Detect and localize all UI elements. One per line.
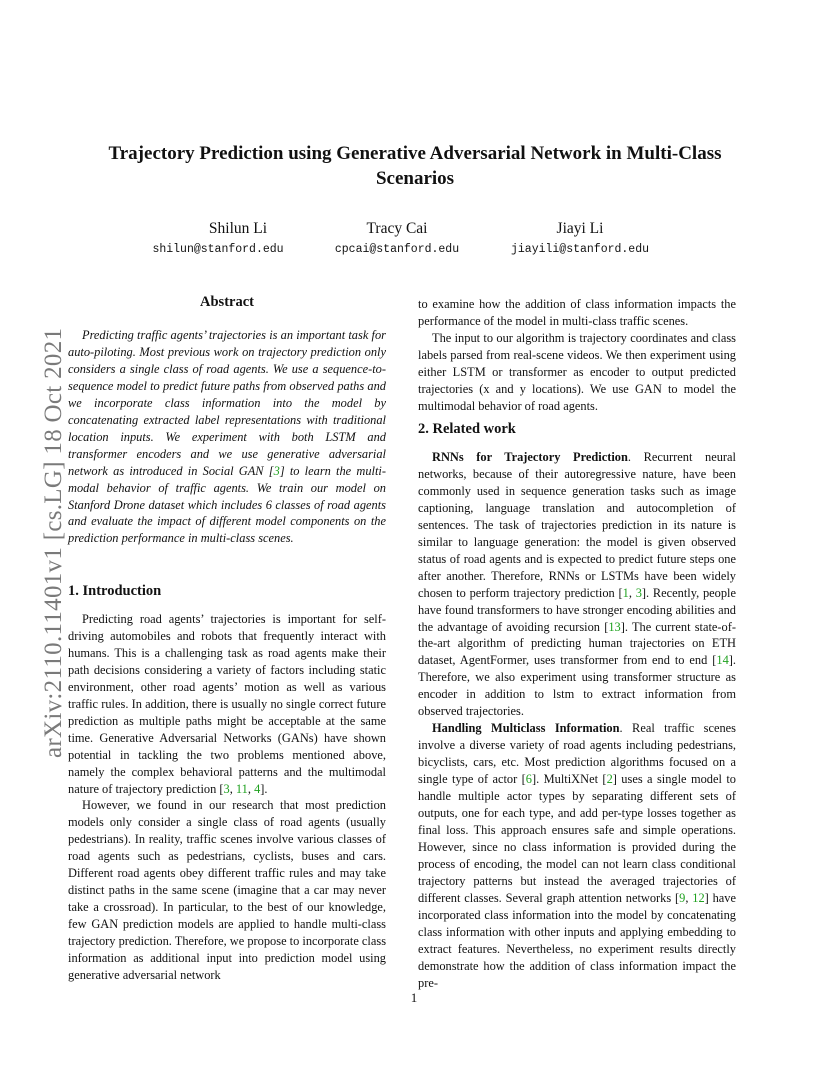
paragraph: to examine how the addition of class information impacts the performance of the model in multi-class traffic scenes. xyxy=(418,297,736,328)
related-work-heading: 2. Related work xyxy=(418,421,516,437)
introduction-heading: 1. Introduction xyxy=(68,583,162,599)
title-line-2: Scenarios xyxy=(375,168,455,189)
author-email: jiayili@stanford.edu xyxy=(510,243,650,256)
paragraph-run-in-heading: RNNs for Trajectory Prediction xyxy=(432,450,628,464)
paragraph: Handling Multiclass Information. Real traffic scenes involve a diverse variety of road agents including pedestrians, bicyclists, cars, etc. Most prediction algorithms focused on a single type of actor [6]. MultiXNet [2] uses a single model to handle multiple actor types by separating different sets of outputs, one for each type, and add per-type losses together as final loss. This approach ensures safe and simple operations. However, since no class information is provided during the process of encoding, the model can not learn class conditional trajectory patterns but instead the averaged trajectories of different classes. Several graph attention networks [9, 12] have incorporated class information into the model by concatenating class information with other inputs and applying embedding to extract features. Nevertheless, no experiment results directly demonstrate how the addition of class information impact the pre- xyxy=(418,721,736,990)
citation-link[interactable]: 13 xyxy=(608,619,621,634)
citation-link[interactable]: 14 xyxy=(716,653,729,668)
title-line-1: Trajectory Prediction using Generative Adversarial Network in Multi-Class xyxy=(108,143,722,164)
author-name: Shilun Li xyxy=(208,220,268,237)
related-work-body xyxy=(418,449,736,992)
arxiv-identifier: arXiv:2110.11401v1 [cs.LG] 18 Oct 2021 xyxy=(40,327,67,758)
author-email: cpcai@stanford.edu xyxy=(334,243,460,256)
citation-link[interactable]: 2 xyxy=(606,772,613,787)
paragraph-run-in-heading: Handling Multiclass Information xyxy=(432,721,620,736)
paragraph: However, we found in our research that most prediction models only consider a single class of road agents (usually pedestrians). In reality, traffic scenes involve various classes of road agents such as pedestrians, cyclists, buses and cars. Different road agents obey different traffic rules and may take distinct paths in the same scene (imagine that a car may never take a crossroad). In particular, to the best of our knowledge, few GAN prediction models are applied to handle multi-class trajectory prediction. Therefore, we propose to incorporate class information as additional input into prediction model using generative adversarial network xyxy=(68,798,387,983)
citation-link[interactable]: 3 xyxy=(273,463,280,478)
citation-link[interactable]: 6 xyxy=(525,772,532,787)
citation-link[interactable]: 3 xyxy=(223,781,230,796)
page-number: 1 xyxy=(410,990,418,1005)
paper-title xyxy=(70,141,760,191)
author-email: shilun@stanford.edu xyxy=(152,243,284,256)
author-name: Tracy Cai xyxy=(366,220,428,237)
paragraph: Predicting road agents’ trajectories is important for self-driving automobiles and robots that frequently interact with humans. This is a challenging task as road agents make their path decisions considering a variety of factors including static environment, other road agents’ motion as well as various traffic rules. In addition, there is usually no single correct future prediction as multiple paths might be acceptable at the same time. Generative Adversarial Networks (GANs) have shown potential in tackling the two problems mentioned above, namely the complex behavioral patterns and the multimodal nature of trajectory prediction [3, 11, 4]. xyxy=(68,612,386,796)
citation-link[interactable]: 1 xyxy=(622,585,629,600)
citation-link[interactable]: 9 xyxy=(679,890,686,905)
arxiv-sidebar xyxy=(20,292,67,762)
citation-link[interactable]: 12 xyxy=(692,890,705,905)
right-column-intro xyxy=(418,296,736,415)
abstract-text: Predicting traffic agents’ trajectories is an important task for auto-piloting. Most previous work on trajectory prediction only considers a single class of road agents. We use a sequence-to-sequence model to predict future paths from observed paths and we incorporate class information into the model by concatenating extracted label representations with traditional location inputs. We experiment with both LSTM and transformer encoders and we use generative adversarial network as introduced in Social GAN [3] to learn the multi-modal behavior of traffic agents. We train our model on Stanford Drone dataset which includes 6 classes of road agents and evaluate the impact of different model components on the prediction performance in multi-class scenes. xyxy=(68,328,386,546)
paragraph: RNNs for Trajectory Prediction. Recurrent neural networks, because of their autoregressive nature, have been commonly used in sequence generation tasks such as image captioning, language translation and autocompletion of sentences. The task of trajectories prediction in its nature is similar to language generation: the model is given observed status of road agents and is expected to predict future steps one after another. Therefore, RNNs or LSTMs have been widely chosen to perform trajectory prediction [1, 3]. Recently, people have found transformers to have stronger encoding abilities and the advantage of avoiding recursion [13]. The current state-of-the-art algorithm of predicting human trajectories on ETH dataset, AgentFormer, uses transformer from end to end [14]. Therefore, we also experiment using transformer structure as encoder in addition to lstm to extract information from observed trajectories. xyxy=(418,450,737,719)
abstract-heading: Abstract xyxy=(200,294,254,310)
citation-link[interactable]: 4 xyxy=(254,781,261,796)
introduction-body xyxy=(68,611,386,984)
citation-link[interactable]: 11 xyxy=(235,781,248,796)
citation-link[interactable]: 3 xyxy=(635,585,642,600)
author-name: Jiayi Li xyxy=(556,220,604,237)
paragraph: The input to our algorithm is trajectory coordinates and class labels parsed from real-scene videos. We then experiment using either LSTM or transformer as encoder to output predicted trajectories (x and y locations). We use GAN to model the multimodal behavior of road agents. xyxy=(418,330,736,413)
